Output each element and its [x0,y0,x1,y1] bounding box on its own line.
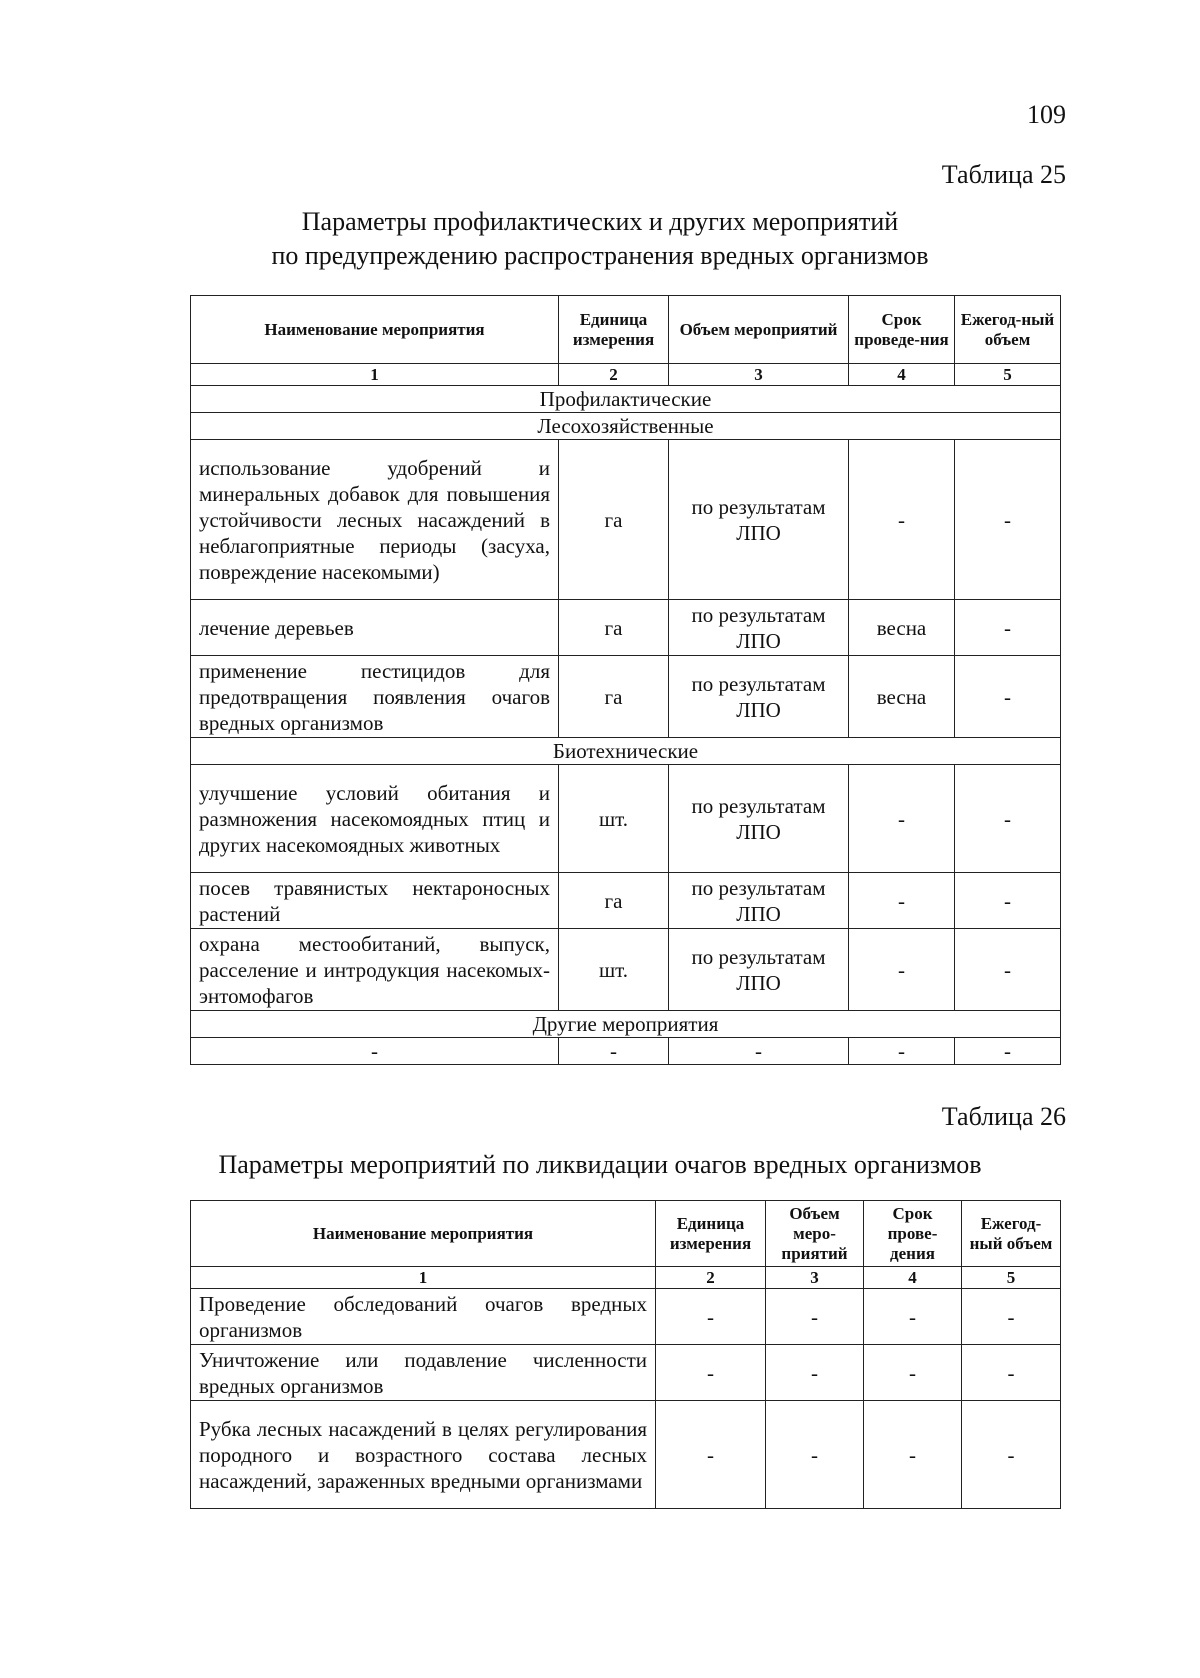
column-number: 5 [955,364,1061,386]
header-volume: Объем мероприятий [669,296,849,364]
table-row [191,929,1061,1011]
row-volume: по результатам ЛПО [669,656,849,738]
row-annual: - [962,1345,1061,1401]
table-row [191,1038,1061,1065]
row-cell: - [849,1038,955,1065]
table-25-title [0,205,1200,273]
row-name: применение пестицидов для предотвращения появления очагов вредных организмов [191,656,559,738]
table-row [191,1401,1061,1509]
header-volume: Объем меро-приятий [766,1201,864,1267]
table-row [191,1345,1061,1401]
row-volume: - [766,1401,864,1509]
row-unit: га [559,873,669,929]
column-number: 2 [559,364,669,386]
row-name: охрана местообитаний, выпуск, расселение и интродукция насекомых-энтомофагов [191,929,559,1011]
row-annual: - [962,1289,1061,1345]
row-name: улучшение условий обитания и размножения насекомоядных птиц и других насекомоядных животных [191,765,559,873]
row-volume: по результатам ЛПО [669,873,849,929]
column-number: 3 [669,364,849,386]
row-unit: - [656,1345,766,1401]
table-row [191,440,1061,600]
section-row [191,413,1061,440]
row-term: - [864,1345,962,1401]
row-volume: по результатам ЛПО [669,929,849,1011]
section-prophylactic: Профилактические [191,386,1061,413]
table-25-title-line-2: по предупреждению распространения вредных организмов [271,241,929,270]
header-term: Срок проведе-ния [849,296,955,364]
table-25-label: Таблица 25 [941,160,1066,189]
column-number: 5 [962,1267,1061,1289]
header-unit: Единица измерения [656,1201,766,1267]
section-biotechnical: Биотехнические [191,738,1061,765]
row-name: Рубка лесных насаждений в целях регулирования породного и возрастного состава лесных насаждений, зараженных вредными организмами [191,1401,656,1509]
table-26-label: Таблица 26 [941,1102,1066,1131]
row-volume: по результатам ЛПО [669,440,849,600]
table-26 [190,1200,1061,1509]
row-name: Проведение обследований очагов вредных организмов [191,1289,656,1345]
table-26-header-row [191,1201,1061,1267]
table-25 [190,295,1061,1065]
row-annual: - [955,873,1061,929]
column-number: 4 [849,364,955,386]
section-row [191,386,1061,413]
row-unit: га [559,656,669,738]
row-term: весна [849,656,955,738]
row-annual: - [955,929,1061,1011]
row-term: - [864,1401,962,1509]
header-term: Срок прове-дения [864,1201,962,1267]
section-other: Другие мероприятия [191,1011,1061,1038]
row-term: - [849,873,955,929]
row-annual: - [955,656,1061,738]
table-row [191,600,1061,656]
header-name: Наименование мероприятия [191,296,559,364]
table-row [191,873,1061,929]
row-volume: - [766,1289,864,1345]
column-number: 1 [191,1267,656,1289]
row-unit: шт. [559,765,669,873]
row-unit: - [656,1401,766,1509]
row-term: - [849,440,955,600]
row-term: - [864,1289,962,1345]
section-row [191,738,1061,765]
row-unit: га [559,440,669,600]
row-name: лечение деревьев [191,600,559,656]
row-annual: - [955,440,1061,600]
column-number: 2 [656,1267,766,1289]
table-26-title: Параметры мероприятий по ликвидации очагов вредных организмов [218,1150,982,1179]
table-26-column-numbers [191,1267,1061,1289]
table-row [191,765,1061,873]
column-number: 1 [191,364,559,386]
table-row [191,656,1061,738]
row-cell: - [669,1038,849,1065]
row-cell: - [191,1038,559,1065]
row-unit: шт. [559,929,669,1011]
header-name: Наименование мероприятия [191,1201,656,1267]
row-name: посев травянистых нектароносных растений [191,873,559,929]
row-name: Уничтожение или подавление численности вредных организмов [191,1345,656,1401]
row-annual: - [962,1401,1061,1509]
row-annual: - [955,600,1061,656]
row-term: - [849,929,955,1011]
section-row [191,1011,1061,1038]
row-volume: - [766,1345,864,1401]
column-number: 3 [766,1267,864,1289]
table-25-title-line-1: Параметры профилактических и других мероприятий [301,207,899,236]
row-term: - [849,765,955,873]
row-unit: га [559,600,669,656]
header-annual: Ежегод-ный объем [962,1201,1061,1267]
page-number: 109 [1027,100,1066,129]
table-25-header-row [191,296,1061,364]
header-annual: Ежегод-ный объем [955,296,1061,364]
row-term: весна [849,600,955,656]
header-unit: Единица измерения [559,296,669,364]
table-25-column-numbers [191,364,1061,386]
row-cell: - [559,1038,669,1065]
row-name: использование удобрений и минеральных добавок для повышения устойчивости лесных насаждений в неблагоприятные периоды (засуха, повреждение насекомыми) [191,440,559,600]
row-volume: по результатам ЛПО [669,600,849,656]
row-volume: по результатам ЛПО [669,765,849,873]
table-row [191,1289,1061,1345]
column-number: 4 [864,1267,962,1289]
row-unit: - [656,1289,766,1345]
section-forestry: Лесохозяйственные [191,413,1061,440]
row-annual: - [955,765,1061,873]
row-cell: - [955,1038,1061,1065]
